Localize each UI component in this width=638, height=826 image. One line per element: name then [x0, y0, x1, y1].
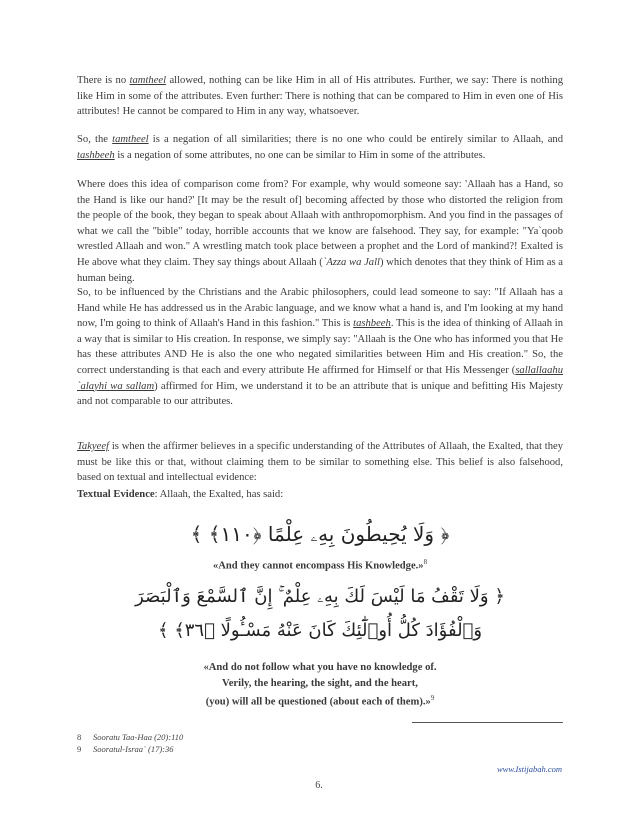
text: is when the affirmer believes in a specific understanding of the Attributes of Allaah, the Exalted, that they must be like this or that, without claiming them to be similar to something else. This belief is also falsehood, based on textual and intellectual evidence: [77, 441, 563, 484]
translation-line: Verily, the hearing, the sight, and the heart, [222, 677, 418, 689]
verse-1-translation [77, 555, 563, 574]
paragraph-negation [77, 132, 563, 163]
paragraph-comparison-origin [77, 177, 563, 286]
translation-line: «And do not follow what you have no knowledge of. [203, 662, 437, 673]
text: Where does this idea of comparison come from? For example, why would someone say: 'Allaah has a Hand, so the Hand is like our hand?' [It may be the result of] becoming affected by those who distorted the religion from the people of the book, they began to speak about Allaah with anthropomorphism. And you find in the passages of what we call the "bible" today, horrible accounts that we know are falsehood. They say, for example: "Ya`qoob wrestled Allaah and won." A wrestling match took place between a prophet and the Lord of mankind?! Exalted is He above what they claim. They say things about Allaah ( [77, 179, 563, 268]
text: So, to be influenced by the Christians and the Arabic philosophers, could lead someone to say: "If Allaah has a Hand while He has addressed us in the Arabic language, and we know what a hand is, and I'm looking at my hand now, I'm going to think of Allaah's Hand in this fashion." This is [77, 287, 563, 330]
term-tashbeeh: tashbeeh [353, 318, 391, 330]
text: : Allaah, the Exalted, has said: [154, 489, 284, 500]
text: ) affirmed for Him, we understand it to be an attribute that is unique and befitting His Majesty and not comparable to our attributes. [77, 380, 564, 408]
footnote-divider [412, 722, 563, 723]
arabic-verse-2-line-2: وَٱلْفُؤَادَ كُلُّ أُو۟لَٰٓئِكَ كَانَ عَنْهُ مَسْـُٔولًا ﴿٣٦﴾ ﴾ [157, 620, 483, 641]
verse-2-translation [77, 660, 563, 710]
paragraph-takyeef [77, 439, 563, 486]
paragraph-textual-evidence [77, 487, 563, 503]
text: So, the [77, 134, 113, 145]
paragraph-tamtheel [77, 73, 563, 120]
term-tashbeeh: tashbeeh [77, 149, 115, 161]
term-azza-wa-jall: `Azza wa Jall [322, 256, 380, 268]
page-number: 6. [315, 780, 323, 791]
arabic-verse-1: ﴿ وَلَا يُحِيطُونَ بِهِۦ عِلْمًا ﴿١١٠﴾ ﴾ [190, 522, 450, 546]
text: ) which denotes that they think of Him as a human being. [77, 256, 563, 284]
footnotes [77, 731, 183, 755]
term-tamtheel: tamtheel [129, 75, 167, 86]
footnote-text: Sooratul-Israa` (17):36 [93, 744, 174, 754]
footnote-number: 9 [77, 744, 82, 754]
footnote-number: 8 [77, 732, 82, 742]
text: . This is the idea of thinking of Allaah in a way that is similar to His creation. In response, we simply say: "Allaah is the One who has informed you that He has these attributes AND He is also the one who negated similarities between Him and His creation." So, the correct understanding is that each and every attribute He affirmed for Himself or that His Messenger ( [77, 318, 564, 376]
term-salutation: sallallaahu `alayhi wa sallam [77, 364, 563, 392]
text: is a negation of some attributes, no one can be similar to Him in some of the attributes. [114, 149, 486, 161]
arabic-verse-2-line-1: ﴿ وَلَا تَقْفُ مَا لَيْسَ لَكَ بِهِۦ عِلْمٌ ۚ إِنَّ ٱلسَّمْعَ وَٱلْبَصَرَ [135, 586, 505, 607]
translation-text: «And they cannot encompass His Knowledge.» [212, 560, 424, 572]
footnote [77, 731, 183, 743]
term-tamtheel: tamtheel [112, 134, 149, 145]
heading-textual-evidence: Textual Evidence [77, 489, 155, 500]
footnote-ref: 8 [423, 558, 428, 566]
translation-text: (you) will all be questioned (about each of them).» [205, 696, 431, 708]
term-takyeef: Takyeef [77, 441, 109, 452]
footnote-text: Sooratu Taa-Haa (20):110 [93, 732, 184, 742]
website-link[interactable]: www.Istijabah.com [496, 764, 562, 774]
paragraph-influence [77, 285, 563, 410]
text: There is no [77, 75, 130, 86]
translation-line [77, 691, 563, 710]
footnote-ref: 9 [430, 694, 435, 703]
text: is a negation of all similarities; there is no one who could be entirely similar to Allaah, and [148, 134, 564, 145]
footnote [77, 743, 183, 755]
text: allowed, nothing can be like Him in all of His attributes. Further, we say: There is nothing like Him in some of the attributes. Even further: There is nothing that can be compared to Him in even one of His attributes! He cannot be compared to Him in any way, whatsoever. [77, 75, 563, 118]
